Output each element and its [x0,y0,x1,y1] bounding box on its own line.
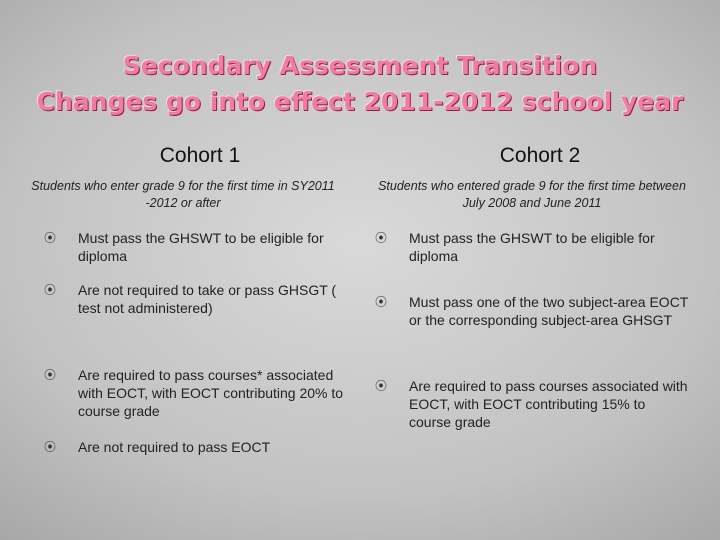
bullet-text: Are not required to take or pass GHSGT ( test not administered) [78,282,337,316]
bullet-text: Are required to pass courses* associated with EOCT, with EOCT contributing 20% to course grade [78,367,344,419]
list-item [44,229,348,281]
circled-dot-icon: ⦿ [44,440,57,454]
list-item [44,366,348,438]
cohort-2-list [375,229,689,437]
bullet-text: Must pass the GHSWT to be eligible for diploma [78,230,324,264]
bullet-text: Are not required to pass EOCT [78,439,271,455]
slide-title [0,48,720,120]
cohort-2-heading: Cohort 2 [499,144,581,167]
list-item [375,293,689,377]
cohort-2-subtitle: Students who entered grade 9 for the first time between July 2008 and June 2011 [378,179,686,210]
circled-dot-icon: ⦿ [44,368,57,382]
bullet-text: Must pass one of the two subject-area EOCT or the corresponding subject-area GHSGT [409,294,689,328]
list-item [44,438,348,458]
circled-dot-icon: ⦿ [44,283,57,297]
title-line-2: Changes go into effect 2011-2012 school year [36,87,684,116]
cohort-1-subtitle: Students who enter grade 9 for the first time in SY2011 -2012 or after [31,179,335,210]
circled-dot-icon: ⦿ [375,231,388,245]
bullet-text: Are required to pass courses associated with EOCT, with EOCT contributing 15% to course grade [409,378,688,430]
cohort-1-list [44,229,348,458]
circled-dot-icon: ⦿ [44,231,57,245]
circled-dot-icon: ⦿ [375,295,388,309]
list-item [375,229,689,293]
bullet-text: Must pass the GHSWT to be eligible for diploma [409,230,655,264]
circled-dot-icon: ⦿ [375,379,388,393]
title-line-1: Secondary Assessment Transition [122,51,598,80]
list-item [375,377,689,437]
list-item [44,281,348,366]
cohort-1-heading: Cohort 1 [159,144,241,167]
